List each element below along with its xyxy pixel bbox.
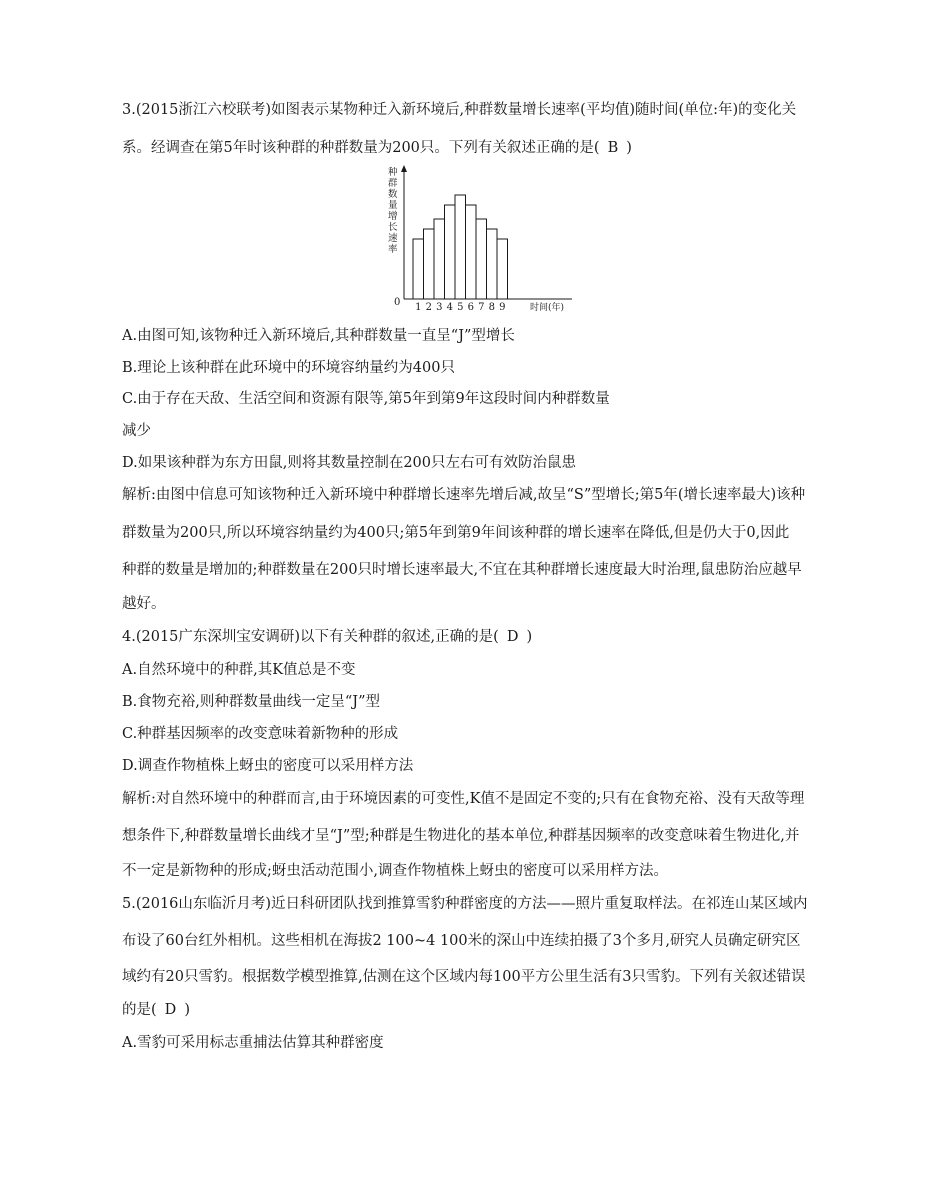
tick-labels-group <box>415 302 505 313</box>
x-tick-label: 3 <box>436 302 443 313</box>
q3-analysis-line-2: 群数量为200只,所以环境容纳量约为400只;第5年到第9年间该种群的增长速率在降低,但是仍大于0,因此 <box>122 525 790 541</box>
bar-year-5 <box>455 195 466 299</box>
y-axis-arrow <box>401 165 407 172</box>
q3-option-c-cont: 减少 <box>122 423 151 439</box>
bars-group <box>413 195 508 299</box>
bar-year-9 <box>497 239 508 299</box>
bar-year-4 <box>445 205 456 299</box>
q5-stem-line-1: 5.(2016山东临沂月考)近日科研团队找到推算雪豹种群密度的方法——照片重复取样法。在祁连山某区域内 <box>122 896 808 912</box>
q5-stem-line-4 <box>122 1000 190 1020</box>
x-axis-label: 时间(年) <box>530 303 565 313</box>
q3-analysis-line-4: 越好。 <box>122 596 166 612</box>
x-tick-label: 9 <box>499 302 506 313</box>
q3-option-b: B.理论上该种群在此环境中的环境容纳量约为400只 <box>122 360 455 376</box>
x-tick-label: 4 <box>446 302 453 313</box>
x-tick-label: 6 <box>467 302 474 313</box>
bar-year-6 <box>466 205 477 299</box>
q4-option-d: D.调查作物植株上蚜虫的密度可以采用样方法 <box>122 758 414 774</box>
x-tick-label: 8 <box>488 302 495 313</box>
x-tick-label: 1 <box>415 302 422 313</box>
q5-answer: D <box>164 1002 177 1018</box>
bar-year-7 <box>476 219 487 299</box>
q3-analysis-line-3: 种群的数量是增加的;种群数量在200只时增长速率最大,不宜在其种群增长速度最大时治理,鼠患防治应越早 <box>122 562 802 578</box>
q5-stem-close: ) <box>184 1002 190 1018</box>
q3-option-a: A.由图可知,该物种迁入新环境后,其种群数量一直呈“J”型增长 <box>122 328 515 344</box>
x-tick-label: 7 <box>478 302 485 313</box>
x-tick-label: 5 <box>457 302 464 313</box>
q3-stem-text: 系。经调查在第5年时该种群的种群数量为200只。下列有关叙述正确的是( <box>122 140 600 156</box>
q5-stem-line-2: 布设了60台红外相机。这些相机在海拔2 100~4 100米的深山中连续拍摄了3个多月,研究人员确定研究区 <box>122 933 801 949</box>
q5-option-a: A.雪豹可采用标志重捕法估算其种群密度 <box>122 1035 384 1051</box>
q3-analysis-line-1: 解析:由图中信息可知该物种迁入新环境中种群增长速率先增后减,故呈“S”型增长;第5年(增长速率最大)该种 <box>122 487 806 503</box>
bar-year-3 <box>434 219 445 299</box>
q3-stem-close: ) <box>626 140 632 156</box>
q4-analysis-line-2: 想条件下,种群数量增长曲线才呈“J”型;种群是生物进化的基本单位,种群基因频率的改变意味着生物进化,并 <box>122 828 800 844</box>
q4-stem <box>122 627 532 647</box>
q3-answer: B <box>607 140 619 156</box>
growth-rate-bar-chart <box>380 165 580 315</box>
q4-option-b: B.食物充裕,则种群数量曲线一定呈“J”型 <box>122 694 381 710</box>
bar-year-1 <box>413 239 424 299</box>
q4-analysis-line-3: 不一定是新物种的形成;蚜虫活动范围小,调查作物植株上蚜虫的密度可以采用样方法。 <box>122 863 668 879</box>
q5-stem-text: 的是( <box>122 1002 157 1018</box>
q3-option-c: C.由于存在天敌、生活空间和资源有限等,第5年到第9年这段时间内种群数量 <box>122 391 610 407</box>
q5-stem-line-3: 域约有20只雪豹。根据数学模型推算,估测在这个区域内每100平方公里生活有3只雪豹。下列有关叙述错误 <box>122 969 806 985</box>
x-tick-label: 2 <box>425 302 432 313</box>
q4-option-c: C.种群基因频率的改变意味着新物种的形成 <box>122 726 399 742</box>
q4-answer: D <box>506 629 519 645</box>
q3-stem-line-2 <box>122 138 632 158</box>
bar-year-8 <box>487 229 498 299</box>
q3-option-d: D.如果该种群为东方田鼠,则将其数量控制在200只左右可有效防治鼠患 <box>122 455 577 471</box>
bar-year-2 <box>424 229 435 299</box>
origin-label: 0 <box>394 297 401 308</box>
q4-option-a: A.自然环境中的种群,其K值总是不变 <box>122 662 356 678</box>
q4-stem-text: 4.(2015广东深圳宝安调研)以下有关种群的叙述,正确的是( <box>122 629 499 645</box>
y-axis-label: 种群数量增长速率 <box>388 167 398 255</box>
q3-stem-line-1: 3.(2015浙江六校联考)如图表示某物种迁入新环境后,种群数量增长速率(平均值)随时间(单位:年)的变化关 <box>122 102 797 118</box>
q4-stem-close: ) <box>526 629 533 645</box>
q4-analysis-line-1: 解析:对自然环境中的种群而言,由于环境因素的可变性,K值不是固定不变的;只有在食物充裕、没有天敌等理 <box>122 791 805 807</box>
